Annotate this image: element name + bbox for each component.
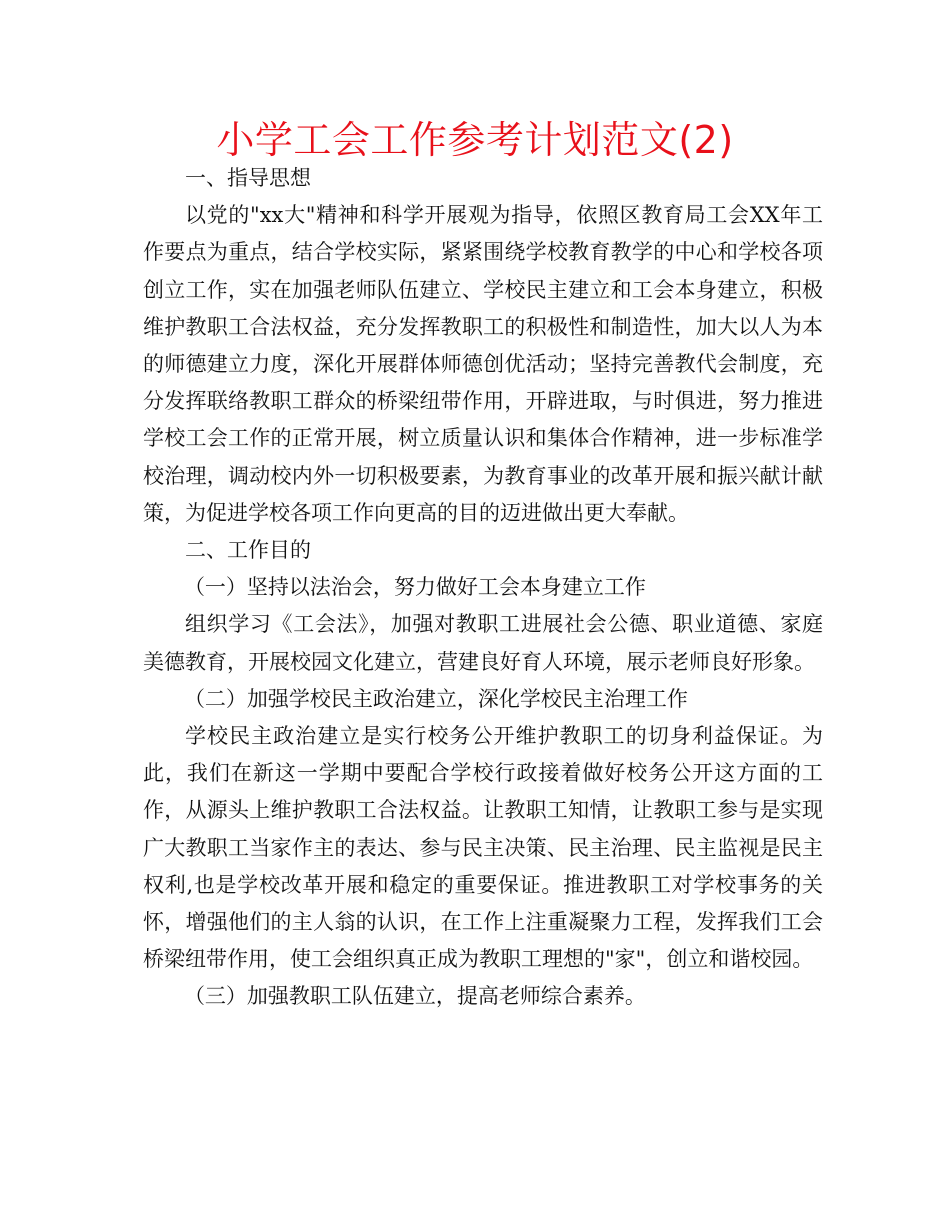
document-body bbox=[143, 160, 823, 1016]
body-paragraph: 以党的"xx大"精神和科学开展观为指导，依照区教育局工会XX年工作要点为重点，结合学校实际，紧紧围绕学校教育教学的中心和学校各项创立工作，实在加强老师队伍建立、学校民主建立和工会本身建立，积极维护教职工合法权益，充分发挥教职工的积极性和制造性，加大以人为本的师德建立力度，深化开展群体师德创优活动；坚持完善教代会制度，充分发挥联络教职工群众的桥梁纽带作用，开辟进取，与时俱进，努力推进学校工会工作的正常开展，树立质量认识和集体合作精神，进一步标准学校治理，调动校内外一切积极要素，为教育事业的改革开展和振兴献计献策，为促进学校各项工作向更高的目的迈进做出更大奉献。 bbox=[143, 203, 823, 525]
section-heading-guiding-ideology: 一、指导思想 bbox=[185, 166, 311, 190]
subsection-heading-1: （一）坚持以法治会，努力做好工会本身建立工作 bbox=[183, 575, 646, 600]
body-paragraph: 学校民主政治建立是实行校务公开维护教职工的切身利益保证。为此，我们在新这一学期中要配合学校行政接着做好校务公开这方面的工作，从源头上维护教职工合法权益。让教职工知情，让教职工参与是实现广大教职工当家作主的表达、参与民主决策、民主治理、民主监视是民主权利,也是学校改革开展和稳定的重要保证。推进教职工对学校事务的关怀，增强他们的主人翁的认识，在工作上注重凝聚力工程，发挥我们工会桥梁纽带作用，使工会组织真正成为教职工理想的"家"，创立和谐校园。 bbox=[143, 724, 823, 972]
subsection-heading-2: （二）加强学校民主政治建立，深化学校民主治理工作 bbox=[183, 686, 688, 711]
document-title: 小学工会工作参考计划范文(2) bbox=[216, 118, 734, 162]
body-paragraph: 组织学习《工会法》，加强对教职工进展社会公德、职业道德、家庭美德教育，开展校园文化建立，营建良好育人环境，展示老师良好形象。 bbox=[143, 612, 823, 674]
section-heading-work-goals: 二、工作目的 bbox=[185, 538, 311, 563]
subsection-heading-3: （三）加强教职工队伍建立，提高老师综合素养。 bbox=[183, 984, 646, 1009]
